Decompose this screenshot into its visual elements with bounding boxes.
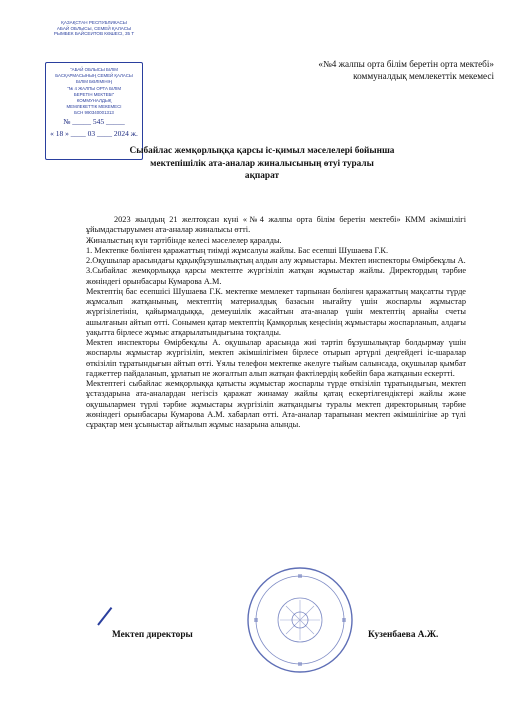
- stamp-number: № _____ 545 _____: [63, 116, 125, 126]
- agenda-item: 2.Оқушылар арасындағы құқықбұзушылықтың алдын алу жұмыстары. Мектеп инспекторы Өмірбекұлы А.: [86, 256, 466, 265]
- stamp-header-line: АБАЙ ОБЛЫСЫ, СЕМЕЙ ҚАЛАСЫ: [56, 25, 132, 31]
- addressee: [234, 58, 494, 82]
- agenda-item: 3.Сыбайлас жемқорлыққа қарсы мектепте жүргізіліп жатқан жұмыстар жайлы. Директордың тәрбие жөніндегі орынбасары Кумарова А.М.: [86, 266, 466, 286]
- signatory-role: Мектеп директоры: [112, 630, 193, 640]
- title-line: ақпарат: [244, 171, 280, 181]
- document-title: [0, 145, 524, 183]
- addressee-line: коммуналдық мемлекеттік мекемесі: [353, 71, 494, 81]
- stamp-line: КОММУНАЛДЫҚ: [76, 98, 112, 104]
- paragraph: 2023 жылдың 21 желтоқсан күні «№4 жалпы орта білім беретін мектебі» КММ әкімшілігі ұйымдастыруымен ата-аналар жиналысы өтті.: [86, 215, 466, 235]
- stamp-header-line: ҚАЗАҚСТАН РЕСПУБЛИКАСЫ: [61, 20, 127, 25]
- signatory-name: Кузенбаева А.Ж.: [368, 630, 439, 640]
- paragraph: Мектептегі сыбайлас жемқорлыққа қатысты жұмыстар жоспарлы түрде өткізіліп тұратындығын, мектеп ұстаздарына ата-аналардан негізсіз қаражат жинамау жайлы қатаң ескертілгендіктері жайлы және оқушылармен түрлі тәрбие жұмыстары жүргізіліп жатқандығы туралы мектеп директорының тәрбие жөніндегі орынбасары Кумарова А.М. хабарлап өтті. Ата-аналар тарапынан мектеп әкімшілігіне әр түлі сұрақтар мен ұсыныстар айтылып жұмыс назарына алынды.: [86, 379, 466, 429]
- stamp-line: БЕРЕТІН МЕКТЕБІ": [73, 91, 115, 97]
- stamp-date: « 18 » ____ 03 ____ 2024 ж.: [50, 128, 138, 138]
- paragraph: Мектеп инспекторы Өмірбекұлы А. оқушылар арасында жиі тәртіп бұзушылықтар болдырмау үшін жоспарлы жұмыстар жүргізіліп, мектеп әкімшілігімен бірлесе отырып әртүрлі деңгейдегі іс-шаралар өткізіліп тұратындығын айтып өтті. Ұялы телефон мектепке әкелуге тыйым салынсада, оқушылар қымбат гаджеттер пайдаланып, ұрлатып не жоғалтып алып жатқан фактілердің көбейіп бара жатқанын ескертті.: [86, 338, 466, 378]
- title-line: Сыбайлас жемқорлыққа қарсы іс-қимыл мәселелері бойынша: [129, 146, 395, 156]
- stamp-line: БСН 990340001313: [74, 110, 114, 116]
- title-line: мектепішілік ата-аналар жиналысының өтуі туралы: [150, 158, 374, 169]
- official-seal: [246, 566, 354, 674]
- addressee-line: «№4 жалпы орта білім беретін орта мектебі»: [318, 59, 494, 69]
- stamp-header: [38, 20, 150, 64]
- stamp-line: "АБАЙ ОБЛЫСЫ БІЛІМ: [70, 67, 118, 72]
- signature-mark: [97, 607, 112, 626]
- stamp-line: БІЛІМ БӨЛІМІНІҢ: [76, 79, 112, 85]
- stamp-line: БАСҚАРМАСЫНЫҢ СЕМЕЙ ҚАЛАСЫ: [55, 73, 133, 79]
- paragraph: Мектептің бас есепшісі Шушаева Г.К. мектепке мемлекет тарпынан бөлінген қаражаттың мақсатты түрде жұмсалып жатқанының, мектептің материалдық базасын нығайту үшін жоспарлы жұмыстар жүргізілетінін, қайырмалдыққа, демеушілік жасайтын ата-аналар үшін мектептің арнайы счеты ашылғанын айтып өтті. Сонымен қатар мектептің Қамқорлық кеңесінің жұмыстары жоспарланып, алдағы уақытта бірлесе жұмыс атқарылатындығына тоқталды.: [86, 286, 466, 337]
- document-body: [86, 215, 466, 430]
- stamp-line: "№ 4 ЖАЛПЫ ОРТА БІЛІМ: [66, 85, 122, 91]
- paragraph: Жиналыстың күн тәртібінде келесі мәселелер қаралды.: [86, 235, 282, 245]
- agenda-item: 1. Мектепке бөлінген қаражаттың тиімді жұмсалуы жайлы. Бас есепші Шушаева Г.К.: [86, 245, 389, 255]
- stamp-line: МЕМЛЕКЕТТІК МЕКЕМЕСІ: [66, 104, 122, 110]
- stamp-header-line: РЫМБЕК БАЙСЕИТОВ КӨШЕСІ, 35 Т: [53, 31, 135, 37]
